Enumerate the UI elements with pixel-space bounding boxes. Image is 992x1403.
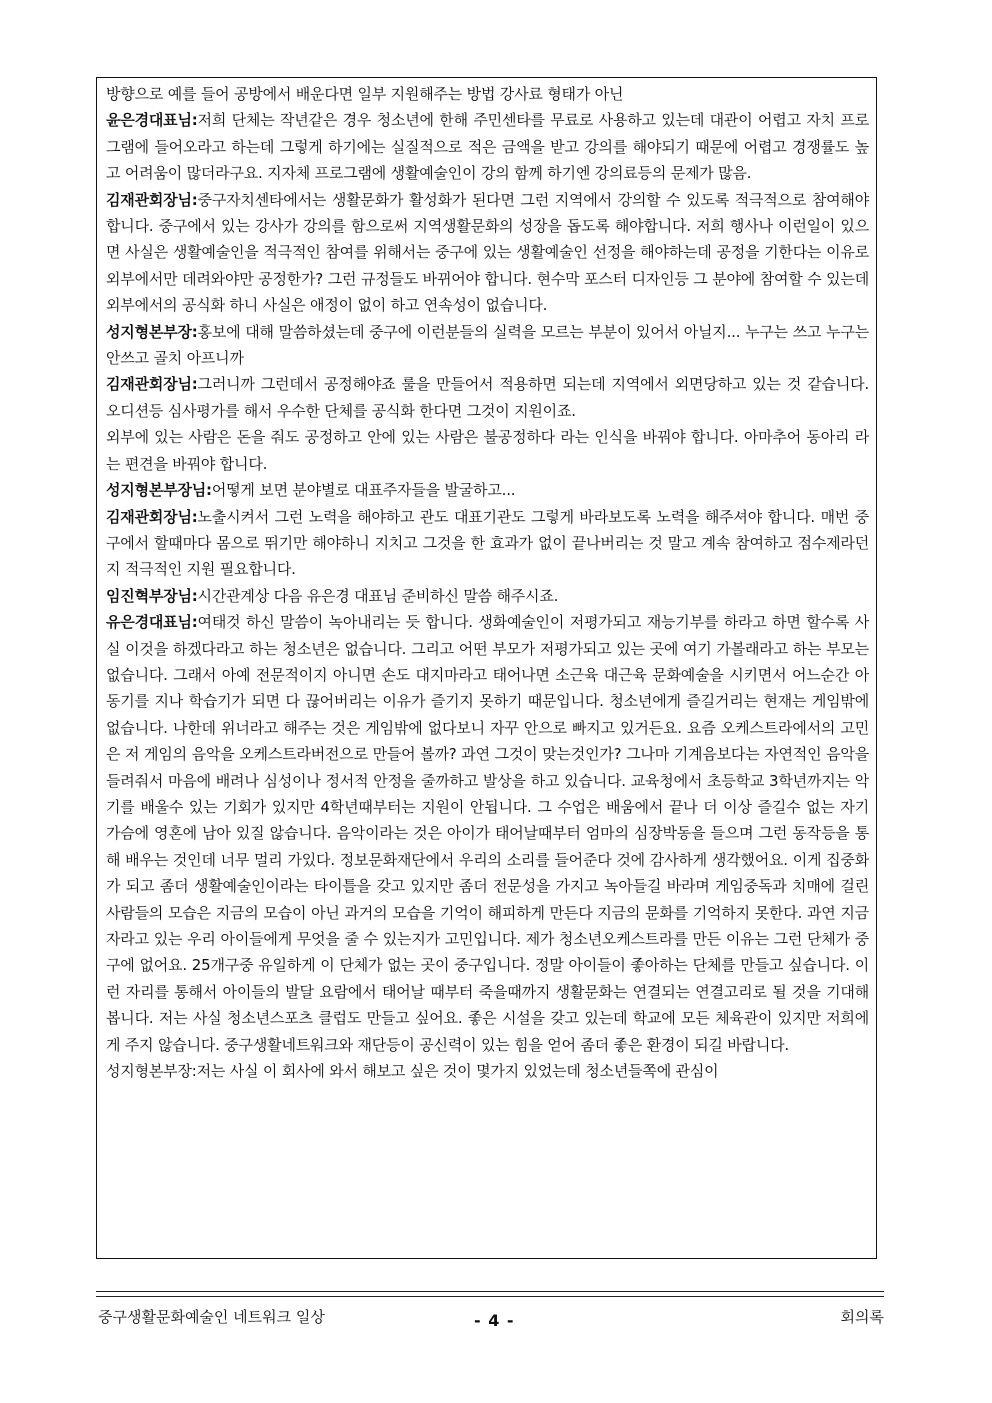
paragraph-text: 저희 단체는 작년같은 경우 청소년에 한해 주민센타를 무료로 사용하고 있는데 대관이 어렵고 자치 프로그램에 들어오라고 하는데 그렇게 하기에는 실질적으로 적은 금액을 받고 강의를 해야되기 때문에 어렵고 경쟁률도 높고 어려움이 많더라구요. 지자체 프로그램에 생활예술인이 강의 함께 하기엔 강의료등의 문제가 많음. <box>106 111 869 183</box>
paragraph <box>106 477 869 503</box>
speaker-name: 윤은경대표님: <box>106 111 198 130</box>
footer-document-title: 중구생활문화예술인 네트워크 일상 <box>98 1308 325 1326</box>
paragraph-text: 여태것 하신 말씀이 녹아내리는 듯 합니다. 생화예술인이 저평가되고 재능기부를 하라고 하면 할수록 사실 이것을 하겠다라고 하는 청소년은 없습니다. 그리고 어떤 부모가 저평가되고 있는 곳에 여기 가볼래라고 하는 부모는 없습니다. 그래서 아예 전문적이지 아니면 손도 대지마라고 태어나면 소근육 대근육 문화예술을 시키면서 어느순간 아동기를 지나 학습기가 되면 다 끊어버리는 이유가 즐기지 못하기 때문입니다. 청소년에게 즐길거리는 현재는 게임밖에 없습니다. 나한데 위너라고 해주는 것은 게임밖에 없다보니 자꾸 안으로 빠지고 있거든요. 요즘 오케스트라에서의 고민은 저 게임의 음악을 오케스트라버전으로 만들어 볼까? 과연 그것이 맞는것인가? 그나마 기계음보다는 자연적인 음악을 들려줘서 마음에 배려나 심성이나 정서적 안정을 줄까하고 발상을 하고 있습니다. 교육청에서 초등학교 3학년까지는 악기를 배울수 있는 기회가 있지만 4학년때부터는 지원이 안됩니다. 그 수업은 배움에서 끝나 더 이상 즐길수 없는 자기 가슴에 영혼에 남아 있질 않습니다. 음악이라는 것은 아이가 태어날때부터 엄마의 심장박동을 들으며 그런 동작등을 통해 배우는 것인데 너무 멀리 가있다. 정보문화재단에서 우리의 소리를 들어준다 것에 감사하게 생각했어요. 이게 집중화가 되고 좀더 생활예술인이라는 타이틀을 갖고 있지만 좀더 전문성을 가지고 녹아들길 바라며 게임중독과 치매에 걸린 사람들의 모습은 지금의 모습이 아닌 과거의 모습을 기억이 해피하게 만든다 지금의 문화를 기억하지 못한다. 과연 지금 자라고 있는 우리 아이들에게 무엇을 줄 수 있는지가 고민입니다. 제가 청소년오케스트라를 만든 이유는 그런 단체가 중구에 없어요. 25개구중 유일하게 이 단체가 없는 곳이 중구입니다. 정말 아이들이 좋아하는 단체를 만들고 싶습니다. 이런 자리를 통해서 아이들의 발달 요람에서 태어날 때부터 죽을때까지 생활문화는 연결되는 연결고리로 될 것을 기대해 봅니다. 저는 사실 청소년스포츠 클럽도 만들고 싶어요. 좋은 시설을 갖고 있는데 학교에 모든 체육관이 있지만 저희에게 주지 않습니다. 중구생활네트워크와 재단등이 공신력이 있는 힘을 얻어 좀더 좋은 환경이 되길 바랍니다. <box>106 613 869 1054</box>
footer-doc-type: 회의록 <box>840 1308 884 1326</box>
paragraph-text: 외부에 있는 사람은 돈을 줘도 공정하고 안에 있는 사람은 불공정하다 라는 인식을 바꿔야 합니다. 아마추어 동아리 라는 편견을 바꿔야 합니다. <box>106 428 869 473</box>
speaker-name: 임진혁부장님: <box>106 586 198 605</box>
paragraph-text: 어떻게 보면 분야별로 대표주자들을 발굴하고... <box>211 481 516 500</box>
speaker-name: 김재관회장님: <box>106 190 198 209</box>
speaker-name: 김재관회장님: <box>106 375 198 394</box>
paragraph <box>106 504 869 583</box>
paragraph-text: 방향으로 예를 들어 공방에서 배운다면 일부 지원해주는 방법 강사료 형태가 아닌 <box>106 85 624 103</box>
paragraph-text: 저는 사실 이 회사에 와서 해보고 싶은 것이 몇가지 있었는데 청소년들쪽에 관심이 <box>196 1062 719 1081</box>
speaker-name: 김재관회장님: <box>106 507 198 526</box>
page-number: - 4 - <box>474 1311 515 1330</box>
footer-divider <box>96 1296 884 1297</box>
paragraph <box>106 424 869 477</box>
paragraph-text: 그러니까 그런데서 공정해야죠 룰을 만들어서 적용하면 되는데 지역에서 외면당하고 있는 것 같습니다. 오디션등 심사평가를 해서 우수한 단체를 공식화 한다면 그것이 지원이죠. <box>106 375 869 420</box>
paragraph-text: 중구자치센타에서는 생활문화가 활성화가 된다면 그런 지역에서 강의할 수 있도록 적극적으로 참여해야 합니다. 중구에서 있는 강사가 강의를 함으로써 지역생활문화의 성장을 돕도록 해야합니다. 저희 행사나 이런일이 있으면 사실은 생활예술인을 적극적인 참여를 위해서는 중구에 있는 생활예술인 선정을 해야하는데 공정을 기한다는 이유로 외부에서만 데려와야만 공정한가? 그런 규정들도 바뀌어야 합니다. 현수막 포스터 디자인등 그 분야에 참여할 수 있는데 외부에서의 공식화 하니 사실은 애정이 없이 하고 연속성이 없습니다. <box>106 190 869 315</box>
paragraph <box>106 609 869 1058</box>
paragraph <box>106 371 869 424</box>
transcript-box <box>96 77 877 1259</box>
paragraph <box>106 187 869 319</box>
speaker-name: 성지형본부장님: <box>106 481 212 500</box>
paragraph-text: 홍보에 대해 말씀하셨는데 중구에 이런분들의 실력을 모르는 부분이 있어서 아닐지... 누구는 쓰고 누구는 안쓰고 골치 아프니까 <box>106 322 869 368</box>
paragraph <box>106 583 869 609</box>
paragraph <box>106 1058 869 1084</box>
speaker-name: 성지형본부장: <box>106 1062 197 1081</box>
paragraph <box>106 81 869 107</box>
paragraph-text: 시간관계상 다음 유은경 대표님 준비하신 말씀 해주시죠. <box>197 586 559 605</box>
speaker-name: 성지형본부장: <box>106 322 198 341</box>
paragraph <box>106 319 869 372</box>
speaker-name: 유은경대표님: <box>106 613 198 632</box>
paragraph-text: 노출시켜서 그런 노력을 해야하고 관도 대표기관도 그렇게 바라보도록 노력을 해주셔야 합니다. 매번 중구에서 할때마다 몸으로 뛰기만 해야하니 지치고 그것을 한 효과가 없이 끝나버리는 것 말고 계속 참여하고 점수제라던지 적극적인 지원 필요합니다. <box>106 507 869 579</box>
paragraph <box>106 107 869 186</box>
footer-divider <box>96 1291 884 1292</box>
